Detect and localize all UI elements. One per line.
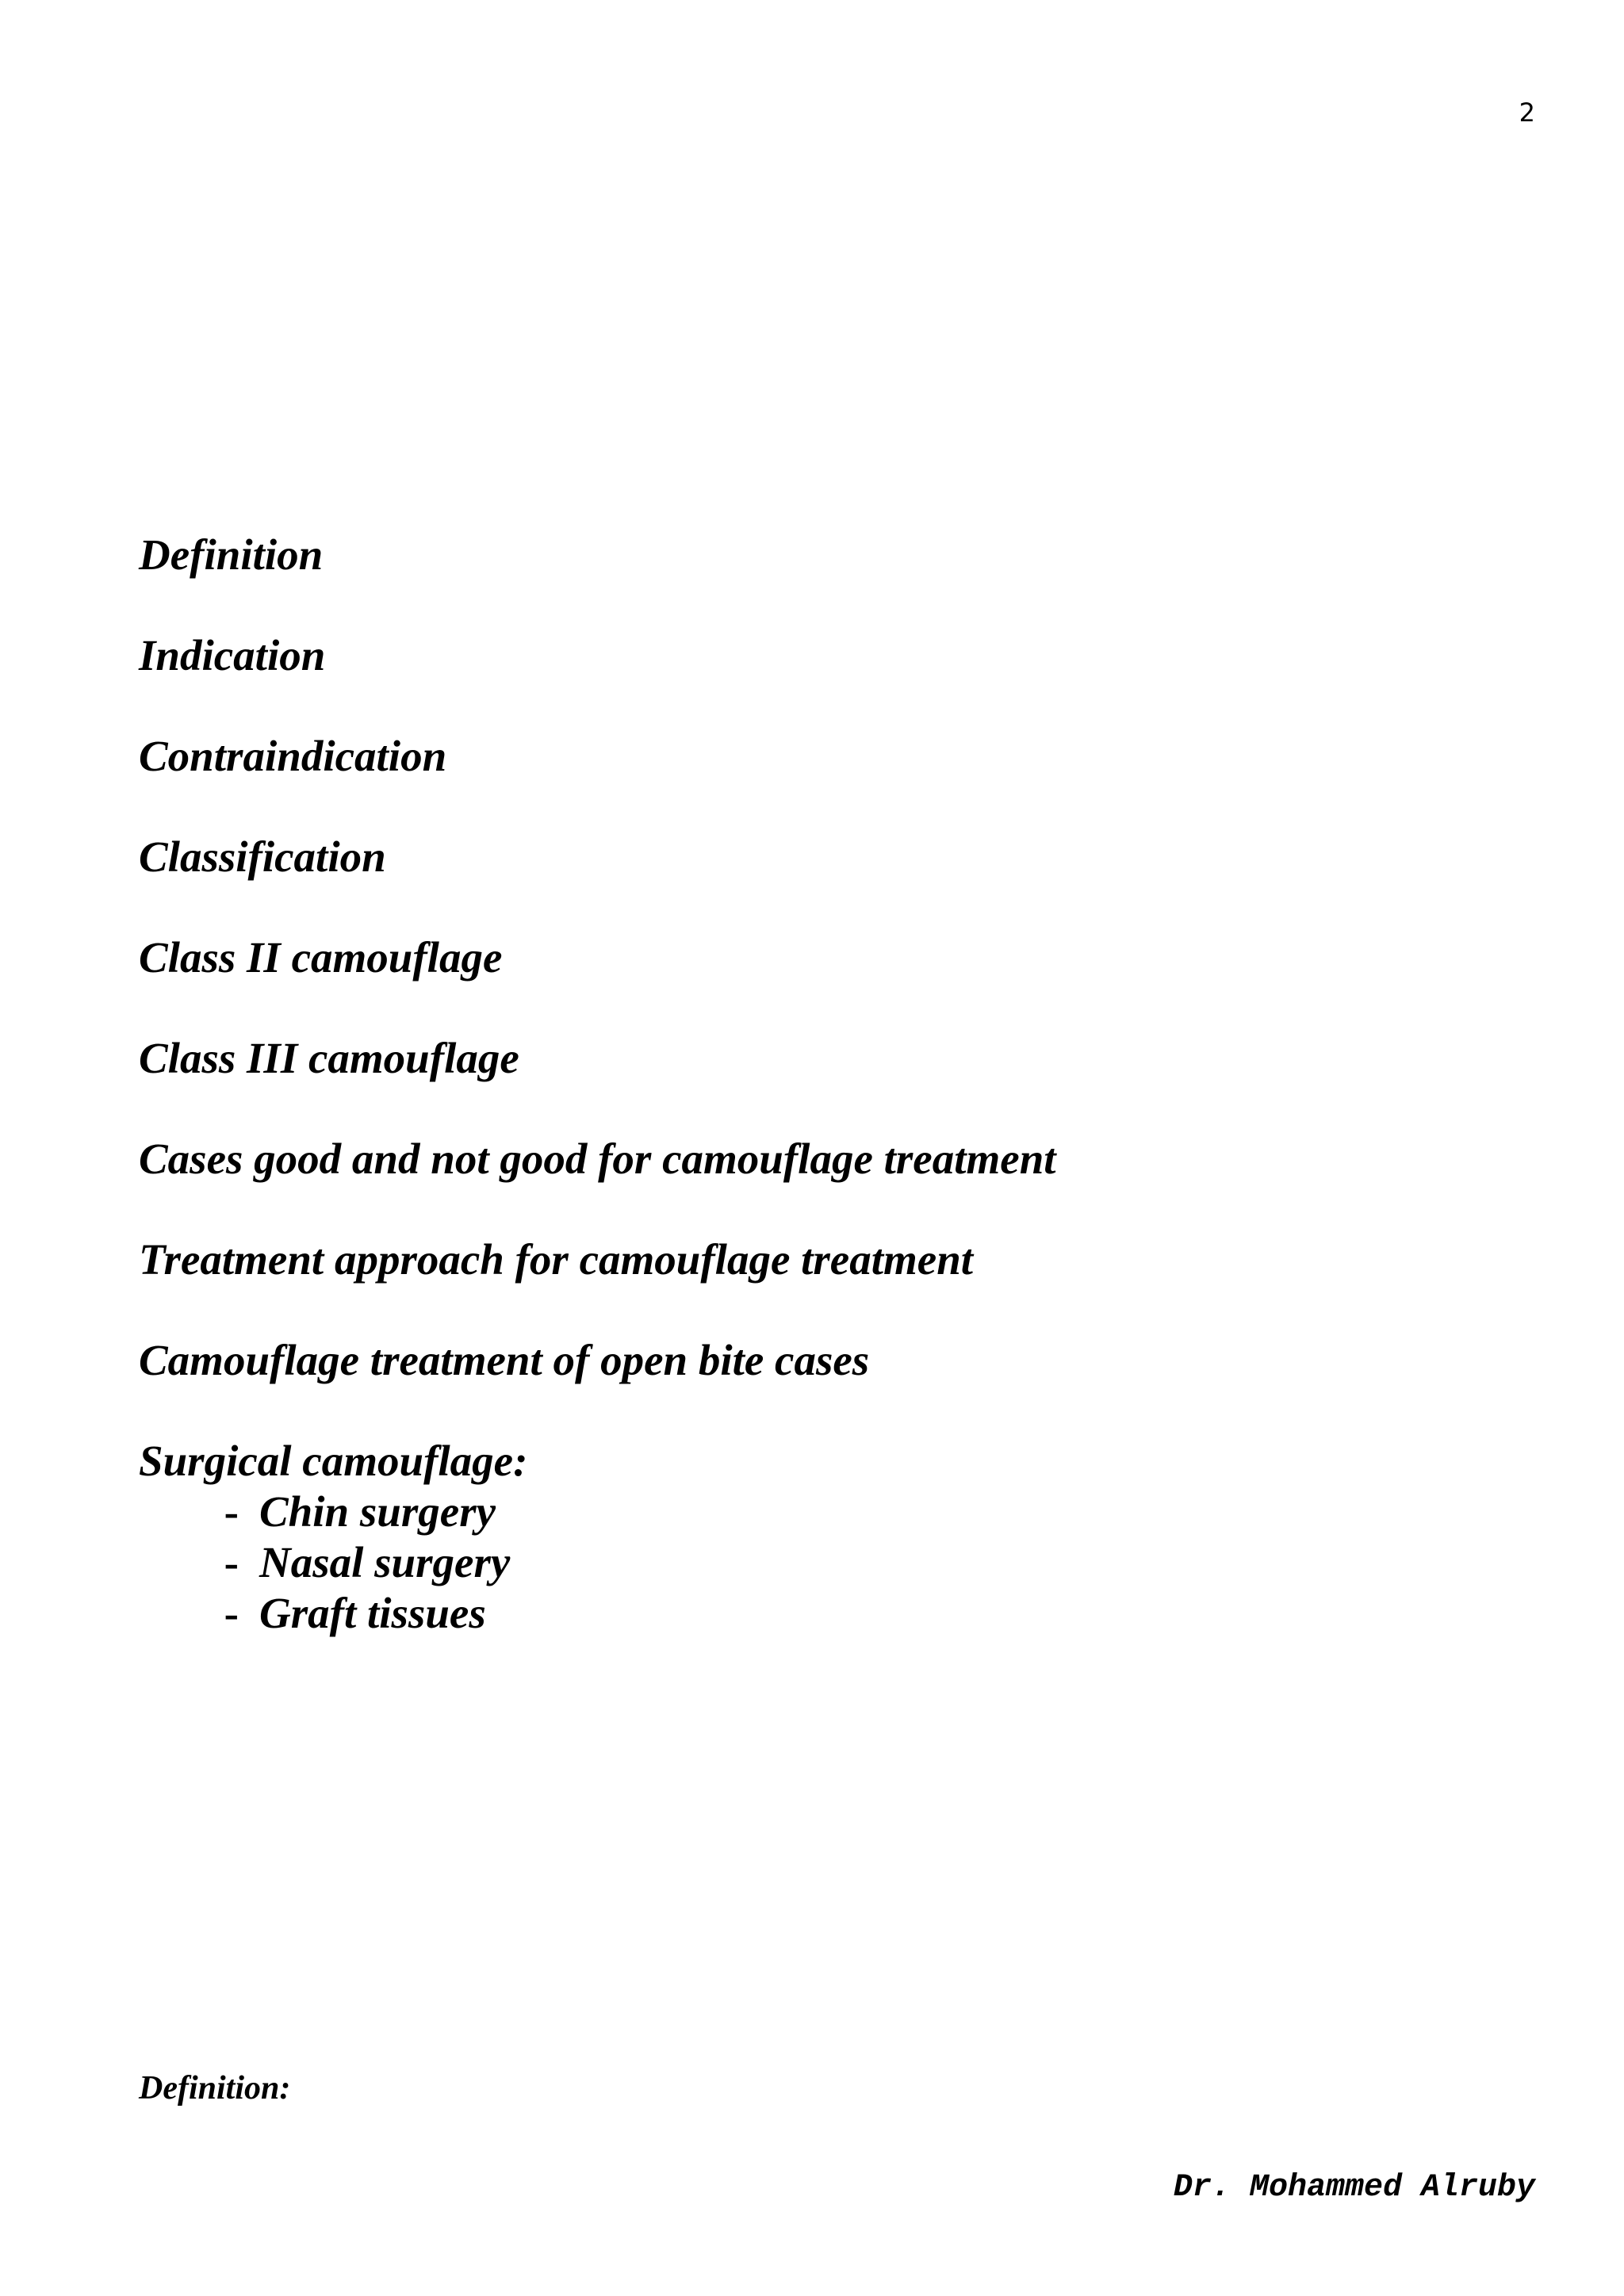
list-item — [139, 1537, 1487, 1588]
topic-definition: Definition — [139, 530, 324, 579]
definition-section-heading: Definition: — [139, 2070, 291, 2107]
topic-class-ii-camouflage: Class II camouflage — [139, 933, 503, 982]
list-item — [139, 1487, 1487, 1537]
bullet-dash: - — [224, 1538, 239, 1586]
bullet-dash: - — [224, 1589, 239, 1637]
topic-list — [139, 530, 1487, 1639]
topic-treatment-approach: Treatment approach for camouflage treatment — [139, 1235, 974, 1284]
topic-open-bite-cases: Camouflage treatment of open bite cases — [139, 1336, 870, 1384]
list-item-text: Chin surgery — [259, 1487, 496, 1536]
bullet-dash: - — [224, 1487, 239, 1536]
list-item-text: Graft tissues — [259, 1589, 486, 1637]
list-item-text: Nasal surgery — [259, 1538, 511, 1586]
footer-author: Dr. Mohammed Alruby — [1173, 2170, 1535, 2206]
topic-classification: Classification — [139, 832, 386, 881]
topic-cases-good-not-good: Cases good and not good for camouflage treatment — [139, 1135, 1056, 1183]
topic-contraindication: Contraindication — [139, 732, 447, 780]
topic-indication: Indication — [139, 631, 326, 679]
topic-class-iii-camouflage: Class III camouflage — [139, 1034, 519, 1082]
surgical-camouflage-list — [139, 1487, 1487, 1639]
list-item — [139, 1588, 1487, 1639]
topic-surgical-camouflage: Surgical camouflage: — [139, 1437, 528, 1485]
page-number: 2 — [1519, 98, 1535, 128]
